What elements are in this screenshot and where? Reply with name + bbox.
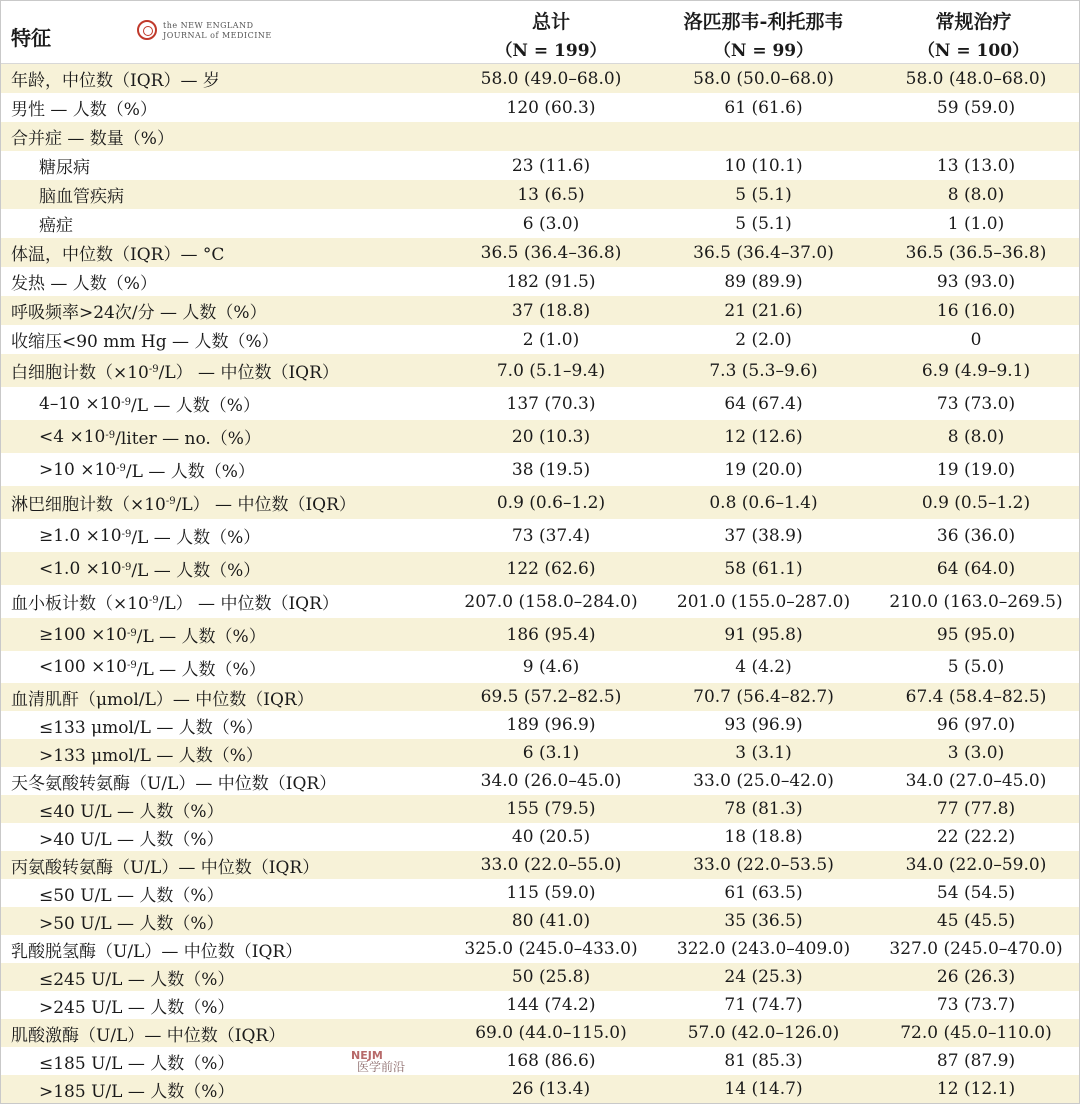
row-label: ≥100 ×10 $^{-9}$ /L — 人数（%） [39, 618, 266, 651]
total-cell: 13 (6.5) [517, 184, 585, 205]
total-cell: 9 (4.6) [522, 657, 580, 677]
table-row [1, 267, 1079, 296]
table-row [1, 991, 1079, 1019]
total-cell: 6 (3.1) [522, 743, 580, 763]
feature-column-header [11, 1, 131, 63]
lopinavir-cell: 64 (67.4) [724, 393, 803, 414]
total-cell: 7.0 (5.1–9.4) [496, 360, 606, 381]
row-label-text: <100 ×10 [39, 657, 127, 677]
row-label-text: /L — 人数（%） [136, 659, 266, 680]
standard-care-cell: 327.0 (245.0–470.0) [889, 939, 1063, 959]
total-cell: 38 (19.5) [511, 459, 591, 480]
standard-care-header-n: （N = 100） [917, 41, 1030, 61]
row-label-text: /L — 人数（%） [136, 627, 266, 647]
table-row [1, 711, 1079, 739]
total-cell: 120 (60.3) [506, 97, 596, 118]
standard-care-cell: 34.0 (22.0–59.0) [905, 855, 1047, 875]
table-row [1, 420, 1079, 453]
row-label: 体温，中位数（IQR）— °C [11, 245, 225, 265]
row-label-text: /L） — 中位数（IQR） [158, 363, 339, 383]
total-cell: 6 (3.0) [522, 213, 580, 234]
row-label-text: /L — 人数（%） [125, 462, 255, 482]
total-cell: 73 (37.4) [511, 525, 591, 546]
table-row [1, 907, 1079, 935]
total-cell: 34.0 (26.0–45.0) [480, 771, 622, 791]
total-cell: 37 (18.8) [511, 300, 591, 321]
row-label: 年龄，中位数（IQR）— 岁 [11, 71, 220, 91]
row-label-text: /L — 人数（%） [131, 561, 261, 581]
standard-care-cell: 95 (95.0) [936, 624, 1016, 645]
standard-care-cell: 36.5 (36.5–36.8) [905, 242, 1047, 263]
row-label: 脑血管疾病 [39, 187, 124, 207]
logo-line-2: JOURNAL of MEDICINE [163, 31, 272, 40]
total-cell: 33.0 (22.0–55.0) [480, 855, 622, 875]
total-cell [456, 122, 646, 151]
total-cell: 80 (41.0) [511, 911, 591, 931]
row-label: 白细胞计数（×10 $^{-9}$ /L） — 中位数（IQR） [11, 354, 339, 387]
row-label: ≤50 U/L — 人数（%） [39, 885, 224, 906]
row-label: ≤40 U/L — 人数（%） [39, 801, 224, 822]
table-row [1, 180, 1079, 209]
table-row [1, 486, 1079, 519]
standard-care-cell: 1 (1.0) [947, 213, 1005, 234]
standard-care-cell: 54 (54.5) [936, 883, 1016, 903]
row-label-text: /L） — 中位数（IQR） [158, 594, 339, 614]
total-cell: 325.0 (245.0–433.0) [464, 939, 638, 959]
lopinavir-cell: 24 (25.3) [724, 967, 803, 987]
total-cell: 58.0 (49.0–68.0) [480, 68, 622, 89]
table-row [1, 651, 1079, 683]
lopinavir-cell: 35 (36.5) [724, 911, 803, 931]
standard-care-cell: 8 (8.0) [947, 426, 1005, 447]
row-label: 天冬氨酸转氨酶（U/L）— 中位数（IQR） [11, 773, 337, 794]
lopinavir-cell: 58 (61.1) [724, 558, 803, 579]
standard-care-cell: 19 (19.0) [936, 459, 1016, 480]
row-label: 血小板计数（×10 $^{-9}$ /L） — 中位数（IQR） [11, 585, 339, 618]
table-row [1, 1075, 1079, 1103]
total-cell: 168 (86.6) [506, 1051, 596, 1071]
table-row [1, 453, 1079, 486]
lopinavir-cell: 18 (18.8) [724, 827, 803, 847]
row-label: ≤133 μmol/L — 人数（%） [39, 717, 263, 738]
total-cell: 69.0 (44.0–115.0) [475, 1023, 627, 1043]
lopinavir-cell: 0.8 (0.6–1.4) [709, 492, 818, 513]
row-label: ≥1.0 ×10 $^{-9}$ /L — 人数（%） [39, 519, 260, 552]
table-row [1, 387, 1079, 420]
row-label-text: >10 ×10 [39, 459, 117, 480]
total-column-header [461, 1, 641, 63]
lopinavir-cell: 78 (81.3) [724, 799, 803, 819]
standard-care-cell: 5 (5.0) [947, 657, 1005, 677]
row-label: 肌酸激酶（U/L）— 中位数（IQR） [11, 1025, 286, 1046]
table-row [1, 1019, 1079, 1047]
standard-care-cell: 64 (64.0) [936, 558, 1016, 579]
standard-care-cell: 3 (3.0) [947, 743, 1005, 763]
row-label-text: ≥1.0 ×10 [39, 525, 122, 546]
table-row [1, 552, 1079, 585]
lopinavir-cell: 58.0 (50.0–68.0) [693, 68, 834, 89]
total-cell: 189 (96.9) [506, 715, 596, 735]
table-row [1, 739, 1079, 767]
total-cell: 40 (20.5) [511, 827, 591, 847]
row-label-text: <1.0 ×10 [39, 558, 122, 579]
lopinavir-cell: 12 (12.6) [724, 426, 803, 447]
row-label: 合并症 — 数量（%） [11, 129, 174, 149]
lopinavir-cell: 93 (96.9) [724, 715, 803, 735]
total-cell: 23 (11.6) [511, 155, 591, 176]
lopinavir-cell: 81 (85.3) [724, 1051, 803, 1071]
table-row [1, 1047, 1079, 1075]
row-label-text: /L） — 中位数（IQR） [175, 495, 356, 515]
table-row [1, 767, 1079, 795]
standard-care-cell: 0 [970, 329, 982, 350]
row-label: 呼吸频率>24次/分 — 人数（%） [11, 303, 267, 323]
lopinavir-cell: 37 (38.9) [724, 525, 803, 546]
table-header [1, 1, 1079, 64]
standard-care-cell: 45 (45.5) [936, 911, 1016, 931]
standard-care-cell: 12 (12.1) [936, 1079, 1016, 1099]
row-label: >50 U/L — 人数（%） [39, 913, 224, 934]
standard-care-cell: 22 (22.2) [936, 827, 1016, 847]
row-label: 男性 — 人数（%） [11, 100, 157, 120]
standard-care-cell: 73 (73.0) [936, 393, 1016, 414]
standard-care-cell: 73 (73.7) [936, 995, 1016, 1015]
table-row [1, 151, 1079, 180]
table-row [1, 795, 1079, 823]
lopinavir-header-n: （N = 99） [713, 41, 814, 61]
row-label: 癌症 [39, 216, 73, 236]
standard-care-cell: 96 (97.0) [936, 715, 1016, 735]
table-row [1, 325, 1079, 354]
row-label-text: 血小板计数（×10 [11, 594, 149, 614]
table-row [1, 354, 1079, 387]
lopinavir-cell: 33.0 (25.0–42.0) [693, 771, 834, 791]
row-label: >40 U/L — 人数（%） [39, 829, 224, 850]
standard-care-cell: 0.9 (0.5–1.2) [921, 492, 1031, 513]
table-row [1, 618, 1079, 651]
nejm-seal-icon [137, 20, 157, 40]
lopinavir-cell: 61 (63.5) [724, 883, 803, 903]
table-row [1, 209, 1079, 238]
row-label: >10 ×10 $^{-9}$ /L — 人数（%） [39, 453, 255, 486]
nejm-logo [137, 19, 287, 45]
total-cell: 186 (95.4) [506, 624, 596, 645]
row-label-text: 淋巴细胞计数（×10 [11, 495, 166, 515]
row-label: 4–10 ×10 $^{-9}$ /L — 人数（%） [39, 387, 260, 420]
lopinavir-cell: 89 (89.9) [724, 271, 803, 292]
lopinavir-column-header [661, 1, 866, 63]
lopinavir-cell: 2 (2.0) [735, 329, 792, 350]
watermark-nejm: NEJM [351, 1049, 383, 1062]
lopinavir-cell: 5 (5.1) [735, 184, 792, 205]
table-row [1, 935, 1079, 963]
row-label: ≤185 U/L — 人数（%） [39, 1053, 235, 1074]
row-label-text: 4–10 ×10 [39, 393, 122, 414]
lopinavir-cell [661, 122, 866, 151]
standard-care-cell: 58.0 (48.0–68.0) [905, 68, 1047, 89]
standard-care-cell: 16 (16.0) [936, 300, 1016, 321]
row-label: 血清肌酐（μmol/L）— 中位数（IQR） [11, 689, 314, 710]
lopinavir-cell: 4 (4.2) [735, 657, 792, 677]
table-row [1, 64, 1079, 93]
lopinavir-cell: 7.3 (5.3–9.6) [709, 360, 818, 381]
row-label: 丙氨酸转氨酶（U/L）— 中位数（IQR） [11, 857, 320, 878]
total-cell: 207.0 (158.0–284.0) [464, 591, 638, 612]
row-label-text: 白细胞计数（×10 [11, 363, 149, 383]
lopinavir-cell: 14 (14.7) [724, 1079, 803, 1099]
standard-care-cell: 36 (36.0) [936, 525, 1016, 546]
row-label-text: /L — 人数（%） [130, 396, 260, 416]
lopinavir-cell: 21 (21.6) [724, 300, 803, 321]
row-label: 淋巴细胞计数（×10 $^{-9}$ /L） — 中位数（IQR） [11, 486, 356, 519]
total-header-n: （N = 199） [495, 41, 607, 61]
lopinavir-cell: 36.5 (36.4–37.0) [693, 242, 834, 263]
total-cell: 20 (10.3) [511, 426, 591, 447]
row-label: >245 U/L — 人数（%） [39, 997, 235, 1018]
lopinavir-cell: 70.7 (56.4–82.7) [693, 687, 834, 707]
lopinavir-cell: 61 (61.6) [724, 97, 803, 118]
watermark [351, 1044, 406, 1074]
table-row [1, 879, 1079, 907]
standard-care-cell: 72.0 (45.0–110.0) [900, 1023, 1052, 1043]
total-cell: 155 (79.5) [506, 799, 596, 819]
lopinavir-cell: 10 (10.1) [724, 155, 803, 176]
total-cell: 0.9 (0.6–1.2) [496, 492, 606, 513]
standard-care-cell: 67.4 (58.4–82.5) [905, 687, 1047, 707]
total-header-label: 总计 [531, 11, 570, 33]
table-row [1, 519, 1079, 552]
standard-care-cell: 77 (77.8) [936, 799, 1016, 819]
watermark-text: 医学前沿 [357, 1060, 406, 1074]
total-cell: 26 (13.4) [511, 1079, 591, 1099]
total-cell: 69.5 (57.2–82.5) [480, 687, 622, 707]
row-label: 糖尿病 [39, 158, 90, 178]
row-label-text: /L — 人数（%） [131, 528, 261, 548]
table-row [1, 238, 1079, 267]
lopinavir-cell: 322.0 (243.0–409.0) [676, 939, 851, 959]
standard-care-column-header [881, 1, 1066, 63]
standard-care-cell: 93 (93.0) [936, 271, 1016, 292]
table-row [1, 963, 1079, 991]
standard-care-cell: 8 (8.0) [947, 184, 1005, 205]
row-label: ≤245 U/L — 人数（%） [39, 969, 235, 990]
total-cell: 137 (70.3) [506, 393, 596, 414]
row-label: <1.0 ×10 $^{-9}$ /L — 人数（%） [39, 552, 260, 585]
row-label: 乳酸脱氢酶（U/L）— 中位数（IQR） [11, 941, 303, 962]
standard-care-cell: 210.0 (163.0–269.5) [889, 591, 1063, 612]
row-label: 收缩压<90 mm Hg — 人数（%） [11, 332, 279, 352]
lopinavir-cell: 91 (95.8) [724, 624, 803, 645]
lopinavir-cell: 57.0 (42.0–126.0) [687, 1023, 840, 1043]
row-label-text: /liter — no.（%） [115, 429, 261, 449]
table-row [1, 823, 1079, 851]
row-label-text: <4 ×10 [39, 426, 106, 447]
standard-care-cell: 34.0 (27.0–45.0) [905, 771, 1047, 791]
row-label: >133 μmol/L — 人数（%） [39, 745, 263, 766]
lopinavir-cell: 5 (5.1) [735, 213, 792, 234]
row-label: 发热 — 人数（%） [11, 274, 157, 294]
standard-care-cell: 13 (13.0) [936, 155, 1016, 176]
table-body [1, 64, 1079, 1103]
standard-care-cell [876, 122, 1076, 151]
row-label: <100 ×10 $^{-9}$ /L — 人数（%） [39, 651, 266, 683]
total-cell: 36.5 (36.4–36.8) [480, 242, 622, 263]
table-row [1, 585, 1079, 618]
row-label: <4 ×10 $^{-9}$ /liter — no.（%） [39, 420, 261, 453]
lopinavir-cell: 3 (3.1) [735, 743, 792, 763]
standard-care-cell: 6.9 (4.9–9.1) [921, 360, 1031, 381]
feature-header-label: 特征 [11, 26, 51, 50]
total-cell: 50 (25.8) [511, 967, 591, 987]
standard-care-header-label: 常规治疗 [935, 11, 1012, 33]
total-cell: 144 (74.2) [506, 995, 596, 1015]
table-row [1, 122, 1079, 151]
table-row [1, 683, 1079, 711]
table-row [1, 296, 1079, 325]
standard-care-cell: 59 (59.0) [936, 97, 1016, 118]
lopinavir-cell: 71 (74.7) [724, 995, 803, 1015]
total-cell: 122 (62.6) [506, 558, 596, 579]
lopinavir-cell: 201.0 (155.0–287.0) [676, 591, 851, 612]
table-row [1, 851, 1079, 879]
total-cell: 115 (59.0) [506, 883, 596, 903]
total-cell: 182 (91.5) [506, 271, 596, 292]
standard-care-cell: 26 (26.3) [936, 967, 1016, 987]
total-cell: 2 (1.0) [522, 329, 580, 350]
row-label: >185 U/L — 人数（%） [39, 1081, 235, 1102]
lopinavir-cell: 33.0 (22.0–53.5) [693, 855, 834, 875]
lopinavir-cell: 19 (20.0) [724, 459, 803, 480]
standard-care-cell: 87 (87.9) [936, 1051, 1016, 1071]
row-label-text: ≥100 ×10 [39, 624, 127, 645]
lopinavir-header-label: 洛匹那韦-利托那韦 [683, 11, 844, 33]
table-row [1, 93, 1079, 122]
logo-line-1: the NEW ENGLAND [163, 21, 254, 30]
